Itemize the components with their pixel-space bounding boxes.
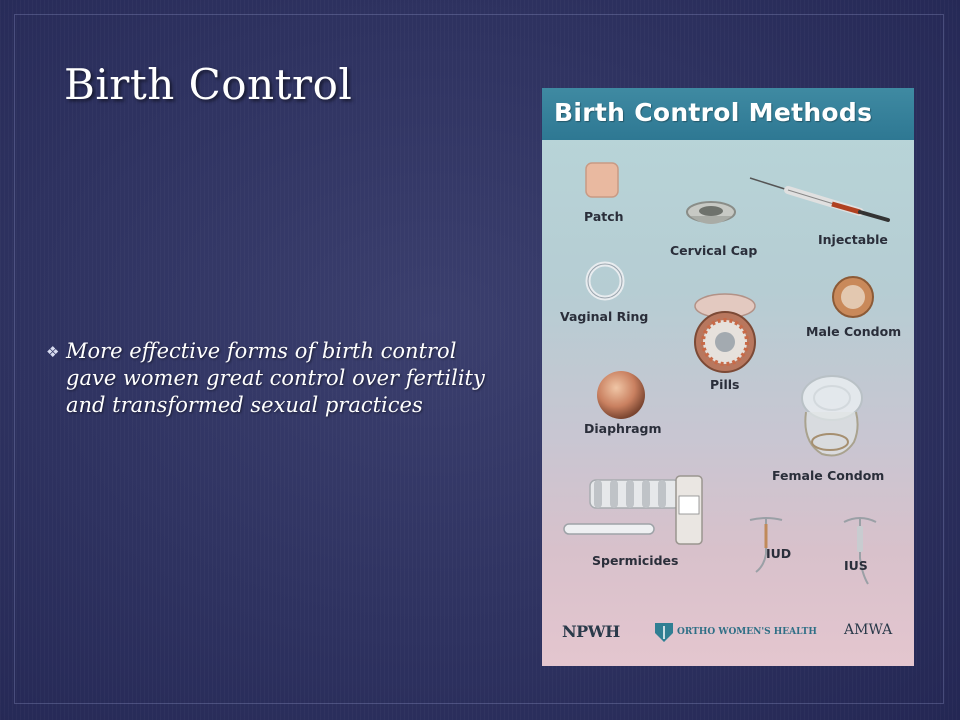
patch-icon bbox=[584, 161, 620, 201]
bullet-item bbox=[46, 338, 486, 419]
method-label-female-condom: Female Condom bbox=[772, 468, 885, 483]
slide-title: Birth Control bbox=[64, 60, 353, 109]
logo-npwh: NPWH bbox=[562, 622, 620, 641]
ortho-caduceus-icon bbox=[652, 620, 676, 644]
method-label-injectable: Injectable bbox=[818, 232, 888, 247]
bullet-list bbox=[46, 338, 486, 419]
injectable-icon bbox=[748, 170, 894, 230]
method-label-spermicides: Spermicides bbox=[592, 553, 679, 568]
method-label-pills: Pills bbox=[710, 377, 740, 392]
method-label-diaphragm: Diaphragm bbox=[584, 421, 662, 436]
ius-icon bbox=[840, 514, 880, 586]
spermicides-icon bbox=[560, 472, 710, 552]
poster-title: Birth Control Methods bbox=[554, 98, 873, 127]
bullet-icon: ❖ bbox=[46, 343, 60, 361]
poster-header bbox=[542, 88, 914, 140]
male-condom-icon bbox=[830, 274, 876, 320]
logo-amwa: AMWA bbox=[844, 622, 893, 638]
method-label-vaginal-ring: Vaginal Ring bbox=[560, 309, 649, 324]
method-label-patch: Patch bbox=[584, 209, 624, 224]
vaginal-ring-icon bbox=[584, 260, 626, 302]
birth-control-poster-image bbox=[542, 88, 914, 666]
method-label-cervical-cap: Cervical Cap bbox=[670, 243, 758, 258]
pills-icon bbox=[692, 292, 758, 376]
female-condom-icon bbox=[792, 372, 868, 460]
logo-ortho-womens-health: ORTHO WOMEN'S HEALTH bbox=[677, 627, 817, 637]
method-label-ius: IUS bbox=[844, 558, 868, 573]
method-label-iud: IUD bbox=[766, 546, 792, 561]
iud-icon bbox=[746, 514, 786, 574]
diaphragm-icon bbox=[594, 368, 648, 422]
method-label-male-condom: Male Condom bbox=[806, 324, 902, 339]
cervical-cap-icon bbox=[684, 198, 738, 232]
bullet-text: More effective forms of birth control gave women great control over fertility and transformed sexual practices bbox=[66, 339, 485, 417]
